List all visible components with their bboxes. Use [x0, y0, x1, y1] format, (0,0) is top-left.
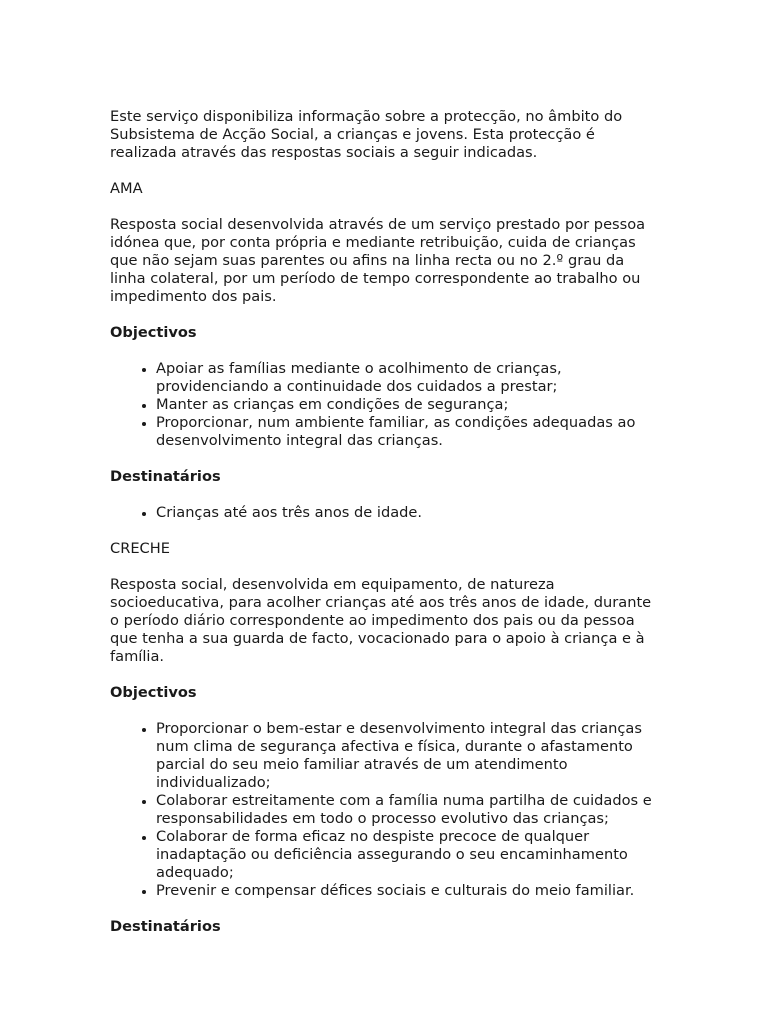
- list-item: • Proporcionar o bem-estar e desenvolvimento integral das crianças num clima de segurança afectiva e física, durante o afastamento parcial do seu meio familiar através de um atendimento individualizado;: [156, 720, 662, 792]
- creche-recipients-heading: Destinatários: [110, 918, 221, 935]
- list-item: • Proporcionar, num ambiente familiar, as condições adequadas ao desenvolvimento integral das crianças.: [156, 414, 662, 450]
- creche-description: Resposta social, desenvolvida em equipamento, de natureza socioeducativa, para acolher crianças até aos três anos de idade, durante o período diário correspondente ao impedimento dos pais ou da pessoa que tenha a sua guarda de facto, vocacionado para o apoio à criança e à família.: [110, 576, 652, 665]
- list-item: • Crianças até aos três anos de idade.: [156, 504, 662, 522]
- ama-description: Resposta social desenvolvida através de um serviço prestado por pessoa idónea que, por conta própria e mediante retribuição, cuida de crianças que não sejam suas parentes ou afins na linha recta ou no 2.º grau da linha colateral, por um período de tempo correspondente ao trabalho ou impedimento dos pais.: [110, 216, 646, 305]
- list-item: • Colaborar de forma eficaz no despiste precoce de qualquer inadaptação ou deficiência assegurando o seu encaminhamento adequado;: [156, 828, 662, 882]
- ama-recipients-heading: Destinatários: [110, 468, 221, 485]
- intro-paragraph: Este serviço disponibiliza informação sobre a protecção, no âmbito do Subsistema de Acção Social, a crianças e jovens. Esta protecção é realizada através das respostas sociais a seguir indicadas.: [110, 108, 623, 161]
- creche-heading: CRECHE: [110, 540, 170, 557]
- creche-objectives-heading: Objectivos: [110, 684, 197, 701]
- document-page: [110, 108, 662, 954]
- list-item: • Manter as crianças em condições de segurança;: [156, 396, 662, 414]
- creche-objectives-list: [110, 720, 662, 900]
- ama-recipients-list: [110, 504, 662, 522]
- list-item: • Apoiar as famílias mediante o acolhimento de crianças, providenciando a continuidade dos cuidados a prestar;: [156, 360, 662, 396]
- ama-objectives-heading: Objectivos: [110, 324, 197, 341]
- ama-objectives-list: [110, 360, 662, 450]
- list-item: • Prevenir e compensar défices sociais e culturais do meio familiar.: [156, 882, 662, 900]
- list-item: • Colaborar estreitamente com a família numa partilha de cuidados e responsabilidades em todo o processo evolutivo das crianças;: [156, 792, 662, 828]
- ama-heading: AMA: [110, 180, 143, 197]
